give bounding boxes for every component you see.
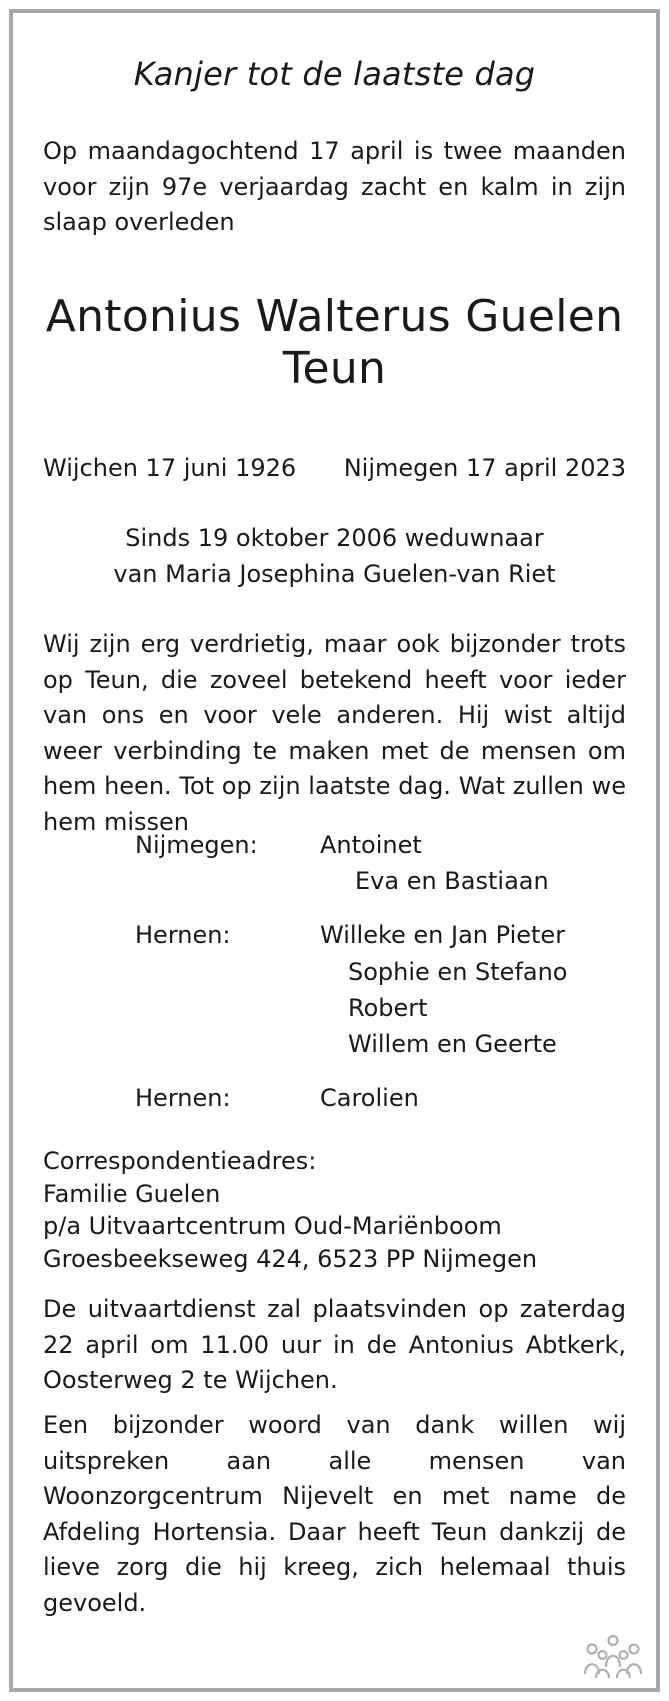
motto: Kanjer tot de laatste dag: [133, 55, 536, 93]
correspondence-line-3: Groesbeekseweg 424, 6523 PP Nijmegen: [43, 1244, 538, 1273]
death-date: Nijmegen 17 april 2023: [343, 454, 626, 482]
widower-note: [43, 521, 626, 592]
family-place: Hernen:: [135, 1084, 231, 1112]
family-grandchild: Robert: [348, 994, 428, 1022]
widower-line-1: Sinds 19 oktober 2006 weduwnaar: [125, 524, 544, 552]
widower-line-2: van Maria Josephina Guelen-van Riet: [113, 559, 556, 588]
family-member: Willeke en Jan Pieter: [320, 921, 566, 949]
obituary-card: [9, 9, 660, 1692]
people-group-icon: [582, 1634, 644, 1680]
intro-text: Op maandagochtend 17 april is twee maanden voor zijn 97e verjaardag zacht en kalm in zijn slaap overleden: [43, 137, 626, 236]
family-place: Nijmegen:: [135, 831, 258, 859]
family-member: Antoinet: [320, 831, 422, 859]
family-message: Wij zijn erg verdrietig, maar ook bijzonder trots op Teun, die zoveel betekend heeft voor ieder van ons en voor vele anderen. Hij wist altijd weer verbinding te maken met de mensen om hem heen. Tot op zijn laatste dag. Wat zullen we hem missen: [43, 630, 626, 836]
correspondence-line-2: p/a Uitvaartcentrum Oud-Mariënboom: [43, 1212, 502, 1240]
full-name: Antonius Walterus Guelen: [45, 291, 624, 342]
correspondence-label: Correspondentieadres:: [43, 1147, 317, 1175]
family-grandchild: Sophie en Stefano: [348, 958, 568, 986]
family-grandchild: Willem en Geerte: [348, 1030, 557, 1058]
family-place: Hernen:: [135, 921, 231, 949]
family-member: Carolien: [320, 1084, 419, 1112]
family-grandchild: Eva en Bastiaan: [355, 867, 549, 895]
correspondence-line-1: Familie Guelen: [43, 1179, 221, 1208]
funeral-service: De uitvaartdienst zal plaatsvinden op zaterdag 22 april om 11.00 uur in de Antonius Abtkerk, Oosterweg 2 te Wijchen.: [43, 1295, 626, 1394]
birth-date: Wijchen 17 juni 1926: [43, 454, 297, 482]
roepnaam: Teun: [282, 343, 387, 394]
correspondence-address: [43, 1145, 626, 1275]
deceased-name: [43, 291, 626, 395]
thanks-message: Een bijzonder woord van dank willen wij uitspreken aan alle mensen van Woonzorgcentrum Nijevelt en met name de Afdeling Hortensia. Daar heeft Teun dankzij de lieve zorg die hij kreeg, zich helemaal thuis gevoeld.: [43, 1411, 626, 1617]
